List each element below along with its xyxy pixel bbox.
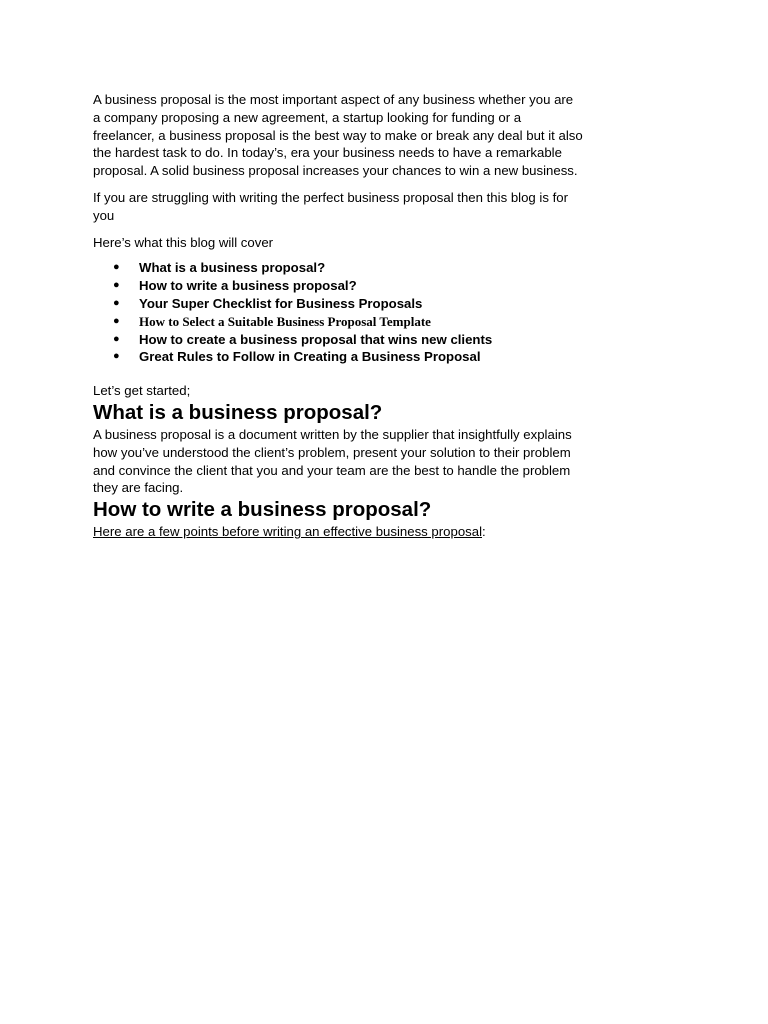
list-item-label: How to Select a Suitable Business Proposal Template [139, 313, 431, 329]
points-intro-underlined: Here are a few points before writing an effective business proposal [93, 524, 483, 540]
bullet-icon: ● [113, 332, 120, 345]
list-item [93, 259, 583, 277]
bullet-icon: ● [113, 296, 120, 309]
bullet-icon: ● [113, 261, 120, 274]
intro-paragraph: A business proposal is the most important aspect of any business whether you are a company proposing a new agreement, a startup looking for funding or a freelancer, a business proposal is the best way to make or break any deal but it also the hardest task to do. In today’s, era your business needs to have a remarkable proposal. A solid business proposal increases your chances to win a new business. [93, 92, 583, 179]
list-item-label: Your Super Checklist for Business Proposals [139, 295, 423, 311]
bullet-icon: ● [113, 350, 120, 363]
list-item-label: How to create a business proposal that wins new clients [139, 331, 493, 347]
list-item [93, 295, 583, 313]
list-item-label: Great Rules to Follow in Creating a Business Proposal [139, 349, 481, 365]
cover-intro: Here’s what this blog will cover [93, 234, 274, 250]
bullet-icon: ● [113, 279, 120, 292]
points-intro-suffix: : [482, 524, 486, 540]
bullet-icon: ● [113, 314, 120, 327]
list-item-label: How to write a business proposal? [139, 278, 357, 294]
section-heading-how-to-write: How to write a business proposal? [93, 498, 432, 522]
section-heading-what-is: What is a business proposal? [93, 400, 383, 424]
blog-cover-list [93, 259, 583, 366]
started-text: Let’s get started; [93, 383, 191, 399]
document-page [93, 91, 583, 541]
struggle-paragraph: If you are struggling with writing the perfect business proposal then this blog is for you [93, 189, 569, 223]
list-item [93, 277, 583, 295]
list-item [93, 348, 583, 366]
list-item [93, 313, 583, 331]
list-item [93, 331, 583, 349]
points-intro [93, 523, 583, 541]
section-what-is-body: A business proposal is a document written by the supplier that insightfully explains how you’ve understood the client’s problem, present your solution to their problem and convince the client that you and your team are the best to handle the problem they are facing. [93, 426, 572, 496]
list-item-label: What is a business proposal? [139, 260, 326, 276]
